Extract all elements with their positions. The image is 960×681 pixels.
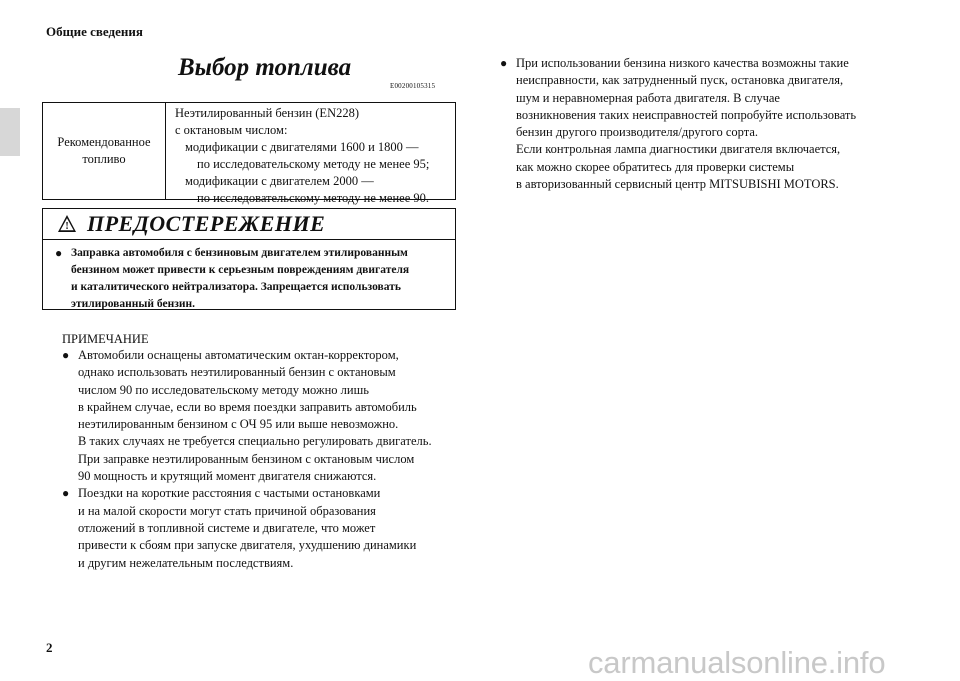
document-code: E00200105315 bbox=[390, 82, 436, 90]
warning-item bbox=[55, 245, 447, 313]
note-heading: ПРИМЕЧАНИЕ bbox=[62, 332, 149, 346]
right-line: как можно скорее обратитесь для проверки системы bbox=[516, 159, 795, 174]
right-line: бензин другого производителя/другого сорта. bbox=[516, 125, 758, 140]
fuel-value-cell bbox=[175, 105, 451, 207]
warning-line: этилированный бензин. bbox=[71, 298, 195, 310]
note-line: однако использовать неэтилированный бензин с октановым bbox=[78, 365, 396, 380]
right-note-item bbox=[500, 55, 920, 193]
note-line: и на малой скорости могут стать причиной образования bbox=[78, 503, 376, 518]
note-list bbox=[62, 347, 472, 572]
warning-text bbox=[55, 245, 447, 313]
note-item bbox=[62, 347, 472, 485]
note-line: привести к сбоям при запуске двигателя, ухудшению динамики bbox=[78, 538, 417, 553]
note-line: и другим нежелательным последствиям. bbox=[78, 555, 294, 570]
fuel-label-line: Рекомендованное bbox=[57, 135, 151, 149]
right-line: При использовании бензина низкого качества возможны такие bbox=[516, 56, 849, 70]
page-title: Выбор топлива bbox=[178, 54, 352, 81]
fuel-spec-line: по исследовательскому методу не менее 90. bbox=[197, 191, 430, 205]
bullet-icon: ● bbox=[55, 246, 63, 260]
right-column bbox=[500, 55, 920, 193]
note-line: При заправке неэтилированным бензином с октановым числом bbox=[78, 451, 415, 466]
page-number: 2 bbox=[46, 640, 53, 655]
note-line: числом 90 по исследовательскому методу можно лишь bbox=[78, 382, 369, 397]
fuel-spec-line: по исследовательскому методу не менее 95; bbox=[197, 157, 430, 171]
right-line: неисправности, как затрудненный пуск, остановка двигателя, bbox=[516, 73, 844, 88]
right-line: в авторизованный сервисный центр MITSUBISHI MOTORS. bbox=[516, 177, 839, 192]
warning-box bbox=[42, 208, 456, 310]
note-item bbox=[62, 485, 472, 571]
note-line: В таких случаях не требуется специально регулировать двигатель. bbox=[78, 434, 432, 449]
warning-line: и каталитического нейтрализатора. Запрещается использовать bbox=[71, 281, 401, 293]
section-side-tab bbox=[0, 108, 20, 156]
fuel-spec-line: с октановым числом: bbox=[175, 123, 288, 137]
warning-triangle-icon bbox=[57, 214, 77, 234]
bullet-icon: ● bbox=[500, 56, 508, 70]
warning-line: Заправка автомобиля с бензиновым двигателем этилированным bbox=[71, 247, 408, 259]
fuel-label-line: топливо bbox=[82, 152, 126, 166]
fuel-spec-line: Неэтилированный бензин (EN228) bbox=[175, 106, 360, 120]
right-line: возникновения таких неисправностей попробуйте использовать bbox=[516, 107, 857, 122]
note-line: отложений в топливной системе и двигателе, что может bbox=[78, 520, 376, 535]
fuel-label-cell bbox=[43, 103, 166, 199]
warning-title: ПРЕДОСТЕРЕЖЕНИЕ bbox=[87, 211, 326, 236]
watermark-text: carmanualsonline.info bbox=[588, 645, 886, 680]
fuel-spec-line: модификации с двигателем 2000 — bbox=[185, 174, 374, 188]
right-line: шум и неравномерная работа двигателя. В случае bbox=[516, 90, 780, 105]
note-line: неэтилированным бензином с ОЧ 95 или выше невозможно. bbox=[78, 417, 399, 432]
warning-sign-glyph: ! bbox=[65, 221, 69, 233]
bullet-icon: ● bbox=[62, 486, 70, 501]
warning-header bbox=[43, 209, 455, 240]
note-line: 90 мощность и крутящий момент двигателя снижаются. bbox=[78, 469, 377, 484]
fuel-spec-table bbox=[42, 102, 456, 205]
note-line: в крайнем случае, если во время поездки заправить автомобиль bbox=[78, 399, 417, 414]
right-line: Если контрольная лампа диагностики двигателя включается, bbox=[516, 142, 841, 157]
section-header: Общие сведения bbox=[46, 24, 143, 39]
note-line: Поездки на короткие расстояния с частыми остановками bbox=[78, 486, 381, 501]
bullet-icon: ● bbox=[62, 348, 70, 362]
fuel-spec-line: модификации с двигателями 1600 и 1800 — bbox=[185, 140, 419, 154]
note-line: Автомобили оснащены автоматическим октан-корректором, bbox=[78, 348, 399, 362]
warning-line: бензином может привести к серьезным повреждениям двигателя bbox=[71, 264, 410, 276]
